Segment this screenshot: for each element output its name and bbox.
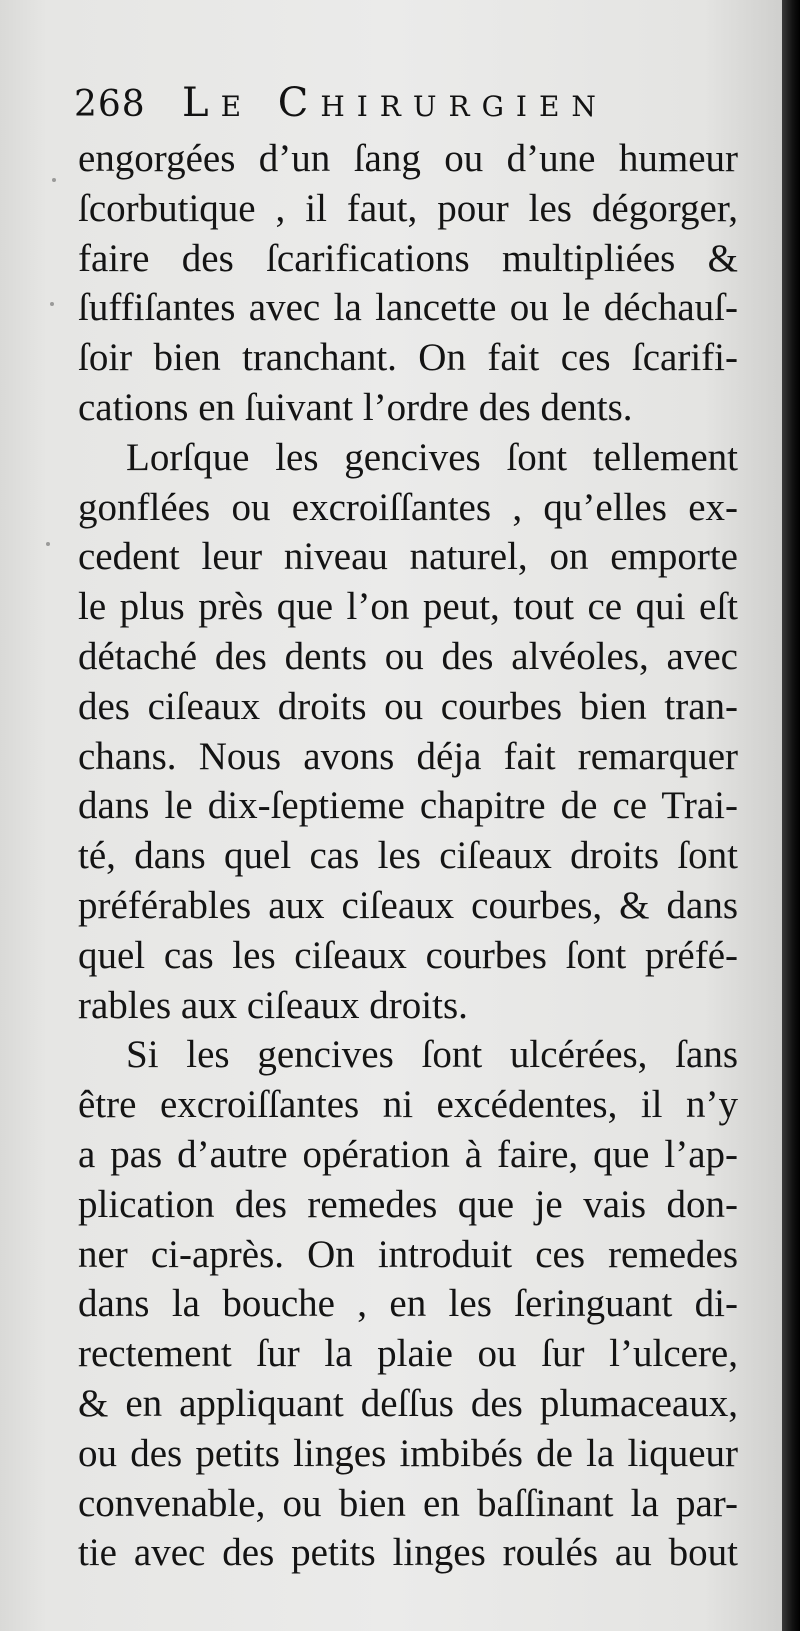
text-line-9: cedent leur niveau naturel, on emporte	[78, 535, 738, 579]
body-text	[78, 134, 738, 1578]
text-line-13: chans. Nous avons déja fait remarquer	[78, 734, 738, 778]
text-line-16: préférables aux ciſeaux courbes, & dans	[78, 883, 738, 927]
text-line-6: cations en ſuivant l’ordre des dents.	[78, 385, 633, 429]
text-line-18: rables aux ciſeaux droits.	[78, 983, 468, 1027]
running-title: Le Chirurgien	[182, 80, 608, 126]
text-line-7: Lorſque les gencives ſont tellement	[126, 435, 738, 479]
text-line-17: quel cas les ciſeaux courbes ſont préfé-	[78, 933, 738, 977]
text-line-10: le plus près que l’on peut, tout ce qui eſt	[78, 585, 738, 629]
text-line-29: tie avec des petits linges roulés au bout	[78, 1531, 738, 1575]
paper-speck	[52, 178, 56, 182]
text-line-2: ſcorbutique , il faut, pour les dégorger,	[78, 186, 738, 230]
text-line-23: ner ci-après. On introduit ces remedes	[78, 1232, 738, 1276]
text-line-20: être excroiſſantes ni excédentes, il n’y	[78, 1083, 738, 1127]
text-line-12: des ciſeaux droits ou courbes bien tran-	[78, 684, 738, 728]
text-line-25: rectement ſur la plaie ou ſur l’ulcere,	[78, 1332, 738, 1376]
text-line-11: détaché des dents ou des alvéoles, avec	[78, 634, 738, 678]
text-line-22: plication des remedes que je vais don-	[78, 1182, 738, 1226]
paper-speck	[50, 302, 54, 306]
text-line-3: faire des ſcarifications multipliées &	[78, 236, 738, 280]
paper-speck	[46, 542, 50, 546]
text-line-5: ſoir bien tranchant. On fait ces ſcarifi-	[78, 336, 738, 380]
text-line-1: engorgées d’un ſang ou d’une humeur	[78, 137, 738, 180]
running-head	[74, 80, 734, 134]
page-edge-shadow	[782, 0, 800, 1631]
text-line-15: té, dans quel cas les ciſeaux droits ſont	[78, 834, 738, 878]
text-line-28: convenable, ou bien en baſſinant la par-	[78, 1481, 738, 1525]
page-number: 268	[74, 84, 146, 125]
text-line-21: a pas d’autre opération à faire, que l’ap-	[78, 1132, 738, 1176]
text-line-4: ſuffiſantes avec la lancette ou le déchauſ-	[78, 286, 738, 330]
text-line-27: ou des petits linges imbibés de la liqueur	[78, 1431, 738, 1475]
text-line-19: Si les gencives ſont ulcérées, ſans	[126, 1033, 738, 1077]
text-line-24: dans la bouche , en les ſeringuant di-	[78, 1282, 738, 1326]
text-line-26: & en appliquant deſſus des plumaceaux,	[78, 1381, 738, 1425]
text-line-14: dans le dix-ſeptieme chapitre de ce Trai-	[78, 784, 738, 828]
text-line-8: gonflées ou excroiſſantes , qu’elles ex-	[78, 485, 738, 529]
